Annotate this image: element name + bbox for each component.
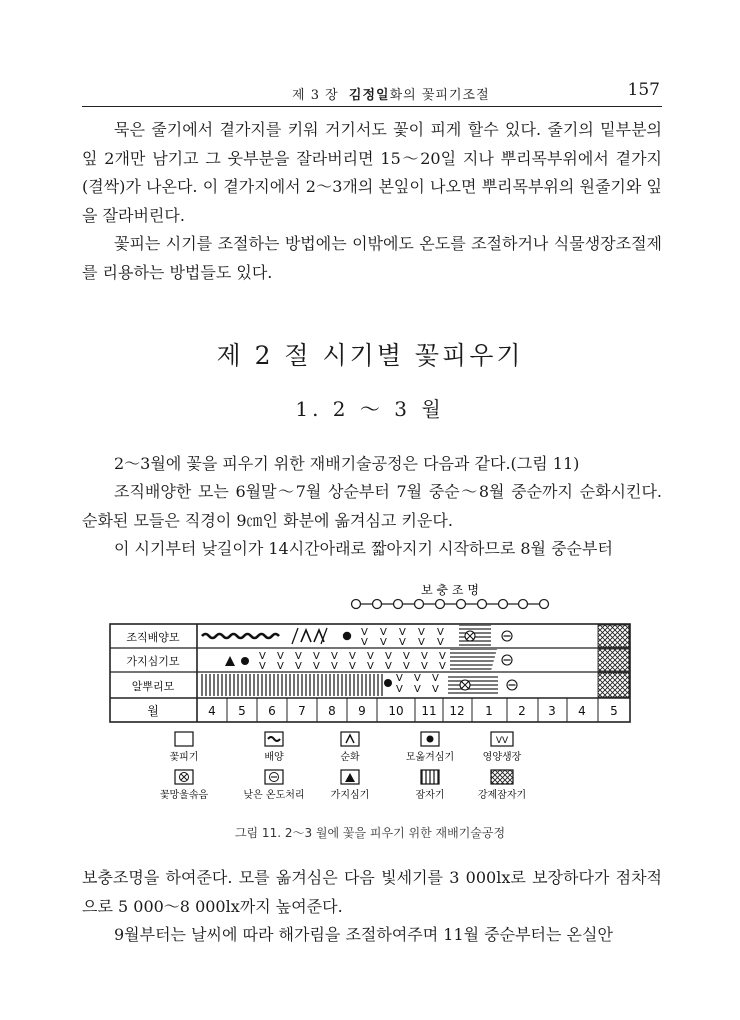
svg-text:V: V bbox=[313, 661, 320, 672]
legend-dormancy-swatch bbox=[421, 770, 439, 784]
legend-flowering-swatch bbox=[175, 732, 193, 746]
month-tick: 12 bbox=[449, 704, 465, 718]
svg-text:V: V bbox=[259, 661, 266, 672]
paragraph-4: 조직배양한 모는 6월말～7월 상순부터 7월 중순～8월 중순까지 순화시킨다. 순화된 모들은 직경이 9㎝인 화분에 옮겨심고 키운다. bbox=[82, 482, 662, 530]
svg-text:V: V bbox=[331, 651, 338, 662]
svg-text:V: V bbox=[437, 637, 444, 648]
row-bulb-schedule bbox=[199, 673, 629, 697]
legend-dormancy: 잠자기 bbox=[415, 790, 445, 801]
month-tick: 11 bbox=[421, 704, 437, 718]
light-label: 보 충 조 명 bbox=[421, 583, 479, 597]
svg-text:V: V bbox=[380, 627, 387, 638]
svg-text:V: V bbox=[432, 673, 439, 684]
legend-transplant: 모옮겨심기 bbox=[405, 752, 455, 763]
svg-text:V: V bbox=[396, 684, 403, 695]
svg-text:V: V bbox=[349, 651, 356, 662]
svg-text:V: V bbox=[403, 661, 410, 672]
svg-text:VV: VV bbox=[495, 736, 509, 746]
svg-text:V: V bbox=[418, 627, 425, 638]
svg-text:V: V bbox=[277, 661, 284, 672]
svg-text:V: V bbox=[399, 627, 406, 638]
row-label-cutting: 가지심기모 bbox=[126, 655, 180, 668]
month-tick: 1 bbox=[485, 704, 493, 718]
svg-text:V: V bbox=[361, 637, 368, 648]
month-tick: 7 bbox=[298, 704, 306, 718]
svg-text:V: V bbox=[432, 684, 439, 695]
figure-caption: 그림 11. 2～3 월에 꽃을 피우기 위한 재배기술공정 bbox=[234, 826, 506, 840]
svg-text:V: V bbox=[331, 661, 338, 672]
svg-text:V: V bbox=[396, 673, 403, 684]
legend-low-temp: 낮은 온도처리 bbox=[243, 790, 305, 801]
light-chain bbox=[352, 600, 549, 609]
svg-text:V: V bbox=[437, 627, 444, 638]
svg-text:V: V bbox=[439, 651, 446, 662]
month-axis-label: 월 bbox=[147, 704, 159, 718]
row-cutting-schedule bbox=[225, 649, 629, 672]
svg-text:V: V bbox=[399, 637, 406, 648]
figure-11 bbox=[105, 580, 635, 815]
chapter-label: 제 3 장 bbox=[292, 88, 339, 103]
running-title-rest: 화의 꽃피기조절 bbox=[389, 88, 490, 103]
month-tick: 9 bbox=[358, 704, 366, 718]
month-tick: 6 bbox=[268, 704, 276, 718]
svg-text:V: V bbox=[259, 651, 266, 662]
subsection-title: 1. 2 ～ 3 월 bbox=[295, 397, 445, 421]
svg-text:V: V bbox=[367, 661, 374, 672]
paragraph-7: 9월부터는 날씨에 따라 해가림을 조절하여주며 11월 중순부터는 온실안 bbox=[114, 925, 613, 944]
svg-text:V: V bbox=[277, 651, 284, 662]
row-label-bulb: 알뿌리모 bbox=[131, 680, 175, 693]
month-tick: 5 bbox=[610, 704, 618, 718]
month-tick: 5 bbox=[238, 704, 246, 718]
leader-name: 김정일 bbox=[348, 88, 390, 103]
paragraph-1: 묵은 줄기에서 곁가지를 키워 거기서도 꽃이 피게 할수 있다. 줄기의 밑부분의 잎 2개만 남기고 그 웃부분을 잘라버리면 15～20일 지나 뿌리목부위에서 곁가지(결싹)가 나온다. 이 곁가지에서 2～3개의 본잎이 나오면 뿌리목부위의 원줄기와 잎을 잘라버린다. bbox=[82, 120, 662, 225]
section-title: 제 2 절 시기별 꽃피우기 bbox=[216, 341, 524, 370]
legend-cutting: 가지심기 bbox=[330, 790, 370, 801]
svg-text:V: V bbox=[403, 651, 410, 662]
legend-forced-dormancy: 강제잠자기 bbox=[477, 790, 527, 801]
svg-text:V: V bbox=[439, 661, 446, 672]
paragraph-3: 2～3월에 꽃을 피우기 위한 재배기술공정은 다음과 같다.(그림 11) bbox=[114, 454, 580, 473]
month-tick: 2 bbox=[518, 704, 526, 718]
running-title bbox=[292, 84, 490, 103]
svg-text:V: V bbox=[313, 651, 320, 662]
row-tissue-culture-schedule bbox=[202, 625, 629, 648]
row-label-tissue-culture: 조직배양모 bbox=[126, 631, 180, 644]
svg-text:V: V bbox=[361, 627, 368, 638]
svg-text:V: V bbox=[414, 673, 421, 684]
page-number: 157 bbox=[627, 80, 660, 100]
svg-text:V: V bbox=[385, 651, 392, 662]
svg-text:V: V bbox=[295, 661, 302, 672]
svg-text:V: V bbox=[421, 651, 428, 662]
paragraph-2: 꽃피는 시기를 조절하는 방법에는 이밖에도 온도를 조절하거나 식물생장조절제를 리용하는 방법들도 있다. bbox=[82, 234, 662, 282]
legend-acclimation: 순화 bbox=[340, 752, 360, 763]
paragraph-6: 보충조명을 하여준다. 모를 옮겨심은 다음 빛세기를 3 000lx로 보장하다가 점차적으로 5 000～8 000lx까지 높여준다. bbox=[82, 868, 662, 916]
svg-text:V: V bbox=[385, 661, 392, 672]
paragraph-5: 이 시기부터 낮길이가 14시간아래로 짧아지기 시작하므로 8월 중순부터 bbox=[114, 539, 613, 558]
svg-text:V: V bbox=[414, 684, 421, 695]
legend-flowering: 꽃피기 bbox=[169, 752, 199, 763]
month-tick: 10 bbox=[388, 704, 404, 718]
month-tick: 4 bbox=[578, 704, 586, 718]
month-tick: 4 bbox=[208, 704, 216, 718]
legend-forced-dormancy-swatch bbox=[491, 770, 513, 784]
page-header bbox=[82, 78, 662, 107]
legend-culture: 배양 bbox=[264, 752, 284, 763]
month-tick: 8 bbox=[328, 704, 336, 718]
svg-text:V: V bbox=[295, 651, 302, 662]
legend bbox=[160, 732, 526, 801]
svg-text:V: V bbox=[367, 651, 374, 662]
legend-vegetative: 영양생장 bbox=[482, 752, 522, 763]
legend-bud-thinning: 꽃망울솎음 bbox=[159, 790, 209, 801]
svg-text:V: V bbox=[380, 637, 387, 648]
svg-text:V: V bbox=[421, 661, 428, 672]
svg-text:V: V bbox=[349, 661, 356, 672]
month-tick: 3 bbox=[548, 704, 556, 718]
svg-text:V: V bbox=[418, 637, 425, 648]
